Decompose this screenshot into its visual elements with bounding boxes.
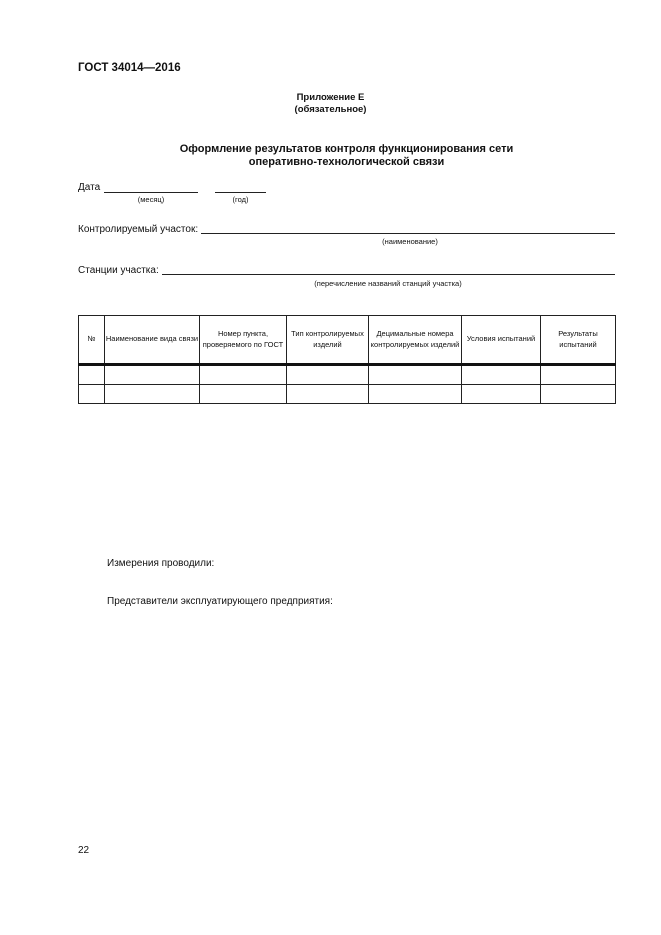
stations-hint: (перечисление названий станций участка) [314,279,462,288]
column-header-decimal-numbers: Децимальные номера контролируемых изделий [369,316,462,365]
table-cell[interactable] [287,385,369,404]
date-year-hint: (год) [232,195,249,204]
measurements-label: Измерения проводили: [107,558,215,569]
stations-line[interactable] [162,274,615,275]
results-table [78,315,616,404]
table-cell[interactable] [462,365,541,385]
table-cell[interactable] [369,365,462,385]
appendix-title: Приложение Е [296,92,365,103]
controlled-section-label: Контролируемый участок: [78,224,199,235]
appendix-status: (обязательное) [294,104,367,115]
table-cell[interactable] [541,385,616,404]
table-cell[interactable] [105,385,200,404]
column-header-test-results: Результаты испытаний [541,316,616,365]
document-title-line-1: Оформление результатов контроля функционирования сети [179,143,514,155]
table-cell[interactable] [200,385,287,404]
date-year-line[interactable] [215,192,266,193]
date-label: Дата [78,182,101,193]
table-cell[interactable] [287,365,369,385]
table-cell[interactable] [79,365,105,385]
document-code: ГОСТ 34014—2016 [78,62,181,74]
column-header-test-conditions: Условия испытаний [462,316,541,365]
table-cell[interactable] [200,365,287,385]
table-cell[interactable] [105,365,200,385]
table-row [79,365,616,385]
controlled-section-hint: (наименование) [382,237,438,246]
stations-label: Станции участка: [78,265,159,276]
table-cell[interactable] [369,385,462,404]
table-cell[interactable] [79,385,105,404]
controlled-section-line[interactable] [201,233,615,234]
table-cell[interactable] [541,365,616,385]
page-number: 22 [78,845,90,856]
table-header-row [79,316,616,365]
document-title-line-2: оперативно-технологической связи [248,156,445,168]
date-month-line[interactable] [104,192,198,193]
column-header-product-type: Тип контролируемых изделий [287,316,369,365]
column-header-number: № [79,316,105,365]
representatives-label: Представители эксплуатирующего предприятия: [107,596,333,607]
column-header-link-type: Наименование вида связи [105,316,200,365]
table-cell[interactable] [462,385,541,404]
column-header-gost-item: Номер пункта, проверяемого по ГОСТ [200,316,287,365]
date-month-hint: (месяц) [137,195,165,204]
table-row [79,385,616,404]
